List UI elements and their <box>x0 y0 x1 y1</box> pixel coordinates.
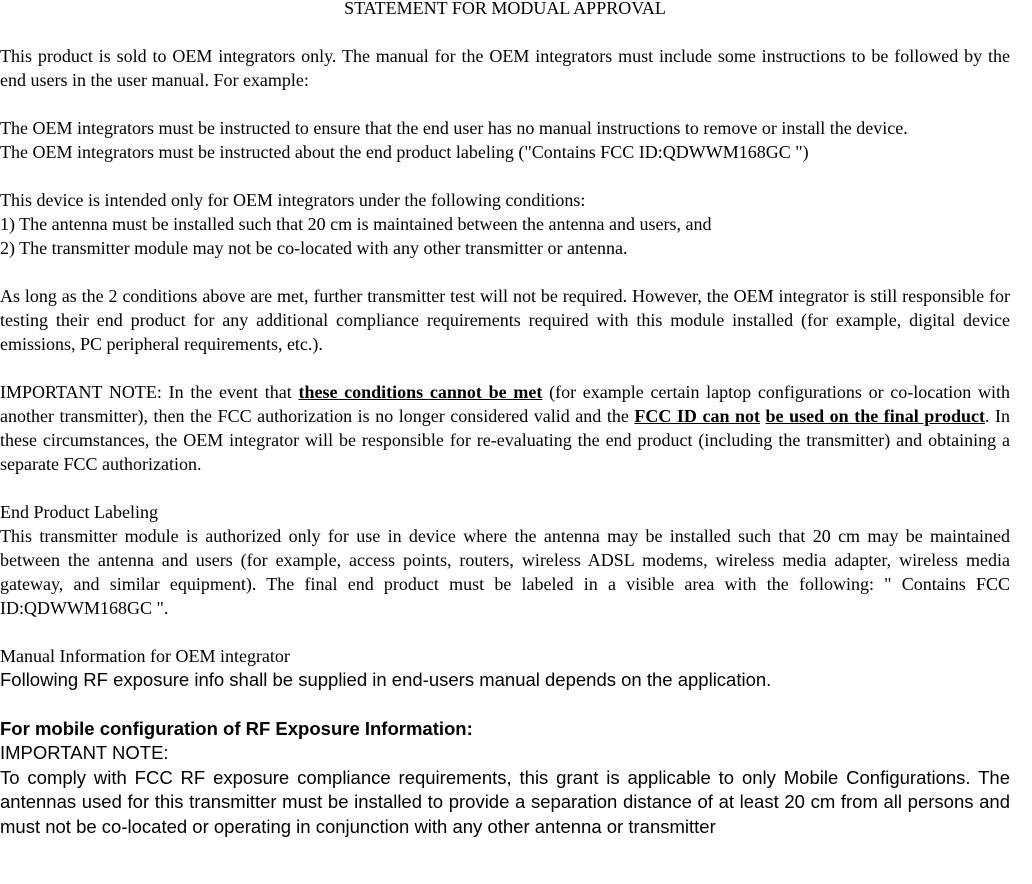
conditions-intro: This device is intended only for OEM integrators under the following conditions: <box>0 190 586 210</box>
condition-item-1: 1) The antenna must be installed such that 20 cm is maintained between the antenna and users, and <box>0 214 712 234</box>
manual-body: Following RF exposure info shall be supplied in end-users manual depends on the application. <box>0 669 772 690</box>
important-note-lead: IMPORTANT NOTE: In the event that <box>0 382 299 402</box>
further-testing-paragraph: As long as the 2 conditions above are met, further transmitter test will not be required. However, the OEM integrator is still responsible for testing their end product for any additional compliance requirements required with this module installed (for example, digital device emissions, PC peripheral requirements, etc.). <box>0 286 1010 354</box>
manual-heading: Manual Information for OEM integrator <box>0 646 290 666</box>
mobile-heading: For mobile configuration of RF Exposure Information: <box>0 717 473 739</box>
instruction-paragraph-removal: The OEM integrators must be instructed to ensure that the end user has no manual instructions to remove or install the device. <box>0 118 908 138</box>
condition-item-2: 2) The transmitter module may not be co-located with any other transmitter or antenna. <box>0 238 628 258</box>
mobile-important-note: IMPORTANT NOTE: <box>0 742 169 763</box>
intro-paragraph: This product is sold to OEM integrators only. The manual for the OEM integrators must include some instructions to be followed by the end users in the user manual. For example: <box>0 46 1010 90</box>
labeling-heading: End Product Labeling <box>0 502 158 522</box>
important-note-paragraph <box>0 380 1010 476</box>
page-title: STATEMENT FOR MODUAL APPROVAL <box>344 0 666 18</box>
important-note-tail: . In these circumstances, the OEM integrator will be responsible for re-evaluating the end product (including the transmitter) and obtaining a separate FCC authorization. <box>0 406 1011 474</box>
emphasis-final-product: be used on the final product <box>765 406 985 426</box>
important-note-middle: (for example certain laptop configurations or co-location with another transmitter), then the FCC authorization is no longer considered valid and the <box>0 382 1010 426</box>
labeling-body: This transmitter module is authorized only for use in device where the antenna may be installed such that 20 cm may be maintained between the antenna and users (for example, access points, routers, wireless ADSL modems, wireless media adapter, wireless media gateway, and similar equipment). The final end product must be labeled in a visible area with the following: " Contains FCC ID:QDWWM168GC ". <box>0 526 1010 618</box>
instruction-paragraph-labeling: The OEM integrators must be instructed about the end product labeling ("Contains FCC ID:QDWWM168GC ") <box>0 142 809 162</box>
emphasis-conditions-not-met: these conditions cannot be met <box>298 382 543 402</box>
mobile-body: To comply with FCC RF exposure compliance requirements, this grant is applicable to only Mobile Configurations. The antennas used for this transmitter must be installed to provide a separation distance of at least 20 cm from all persons and must not be co-located or operating in conjunction with any other antenna or transmitter <box>0 766 1010 837</box>
emphasis-fcc-id: FCC ID can not <box>634 406 760 426</box>
